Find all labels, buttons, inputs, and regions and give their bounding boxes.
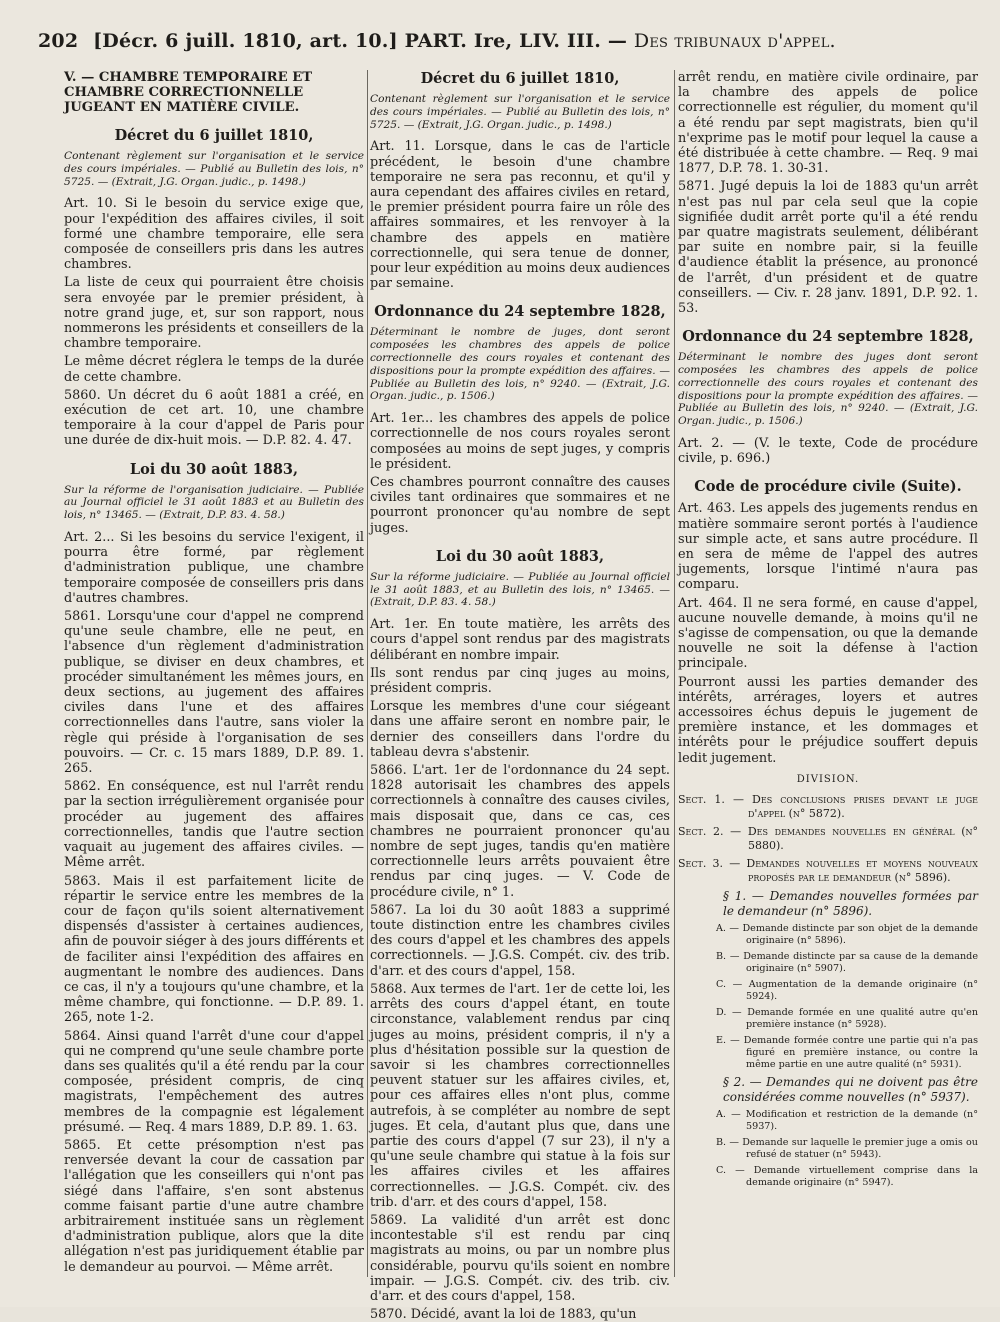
- heading: Ordonnance du 24 septembre 1828,: [374, 303, 666, 321]
- heading: Loi du 30 août 1883,: [129, 460, 299, 478]
- subtitle: Contenant règlement sur l'organisation et le service des cours impériales. — Publié au Bulletin des lois, n° 5725. — (Extrait, J.G. Organ. judic., p. 1498.): [370, 93, 670, 131]
- paragraph: Pourront aussi les parties demander des intérêts, arrérages, loyers et autres accessoires échus depuis le jugement de première instance, et les dommages et intérêts pour le préjudice souffert depuis ledit jugement.: [678, 674, 978, 766]
- paragraph: 5861. Lorsqu'une cour d'appel ne comprend qu'une seule chambre, elle ne peut, en l'absence d'un règlement d'administration publique, se diviser en deux chambres, et procéder simultanément les mêmes jours, en deux sections, au jugement des affaires civiles dans l'une et des affaires correctionnelles dans l'autre, sans violer la règle qui préside à l'organisation de ses pouvoirs. — Cr. c. 15 mars 1889, D.P. 89. 1. 265.: [64, 609, 364, 777]
- toc-entry: C. — Augmentation de la demande originaire (n° 5924).: [716, 978, 978, 1002]
- running-header: [38, 30, 968, 60]
- page-number: 202: [38, 30, 79, 52]
- toc-entry: D. — Demande formée en une qualité autre qu'en première instance (n° 5928).: [716, 1006, 978, 1030]
- paragraph: Art. 2. — (V. le texte, Code de procédure civile, p. 696.): [678, 436, 978, 467]
- heading: Ordonnance du 24 septembre 1828,: [682, 328, 974, 346]
- paragraph: 5867. La loi du 30 août 1883 a supprimé toute distinction entre les chambres civiles des cours d'appel et les chambres des appels correctionnels. — J.G.S. Compét. civ. des trib. d'arr. et des cours d'appel, 158.: [370, 902, 670, 979]
- subtitle: Déterminant le nombre des juges dont seront composées les chambres des appels de police correctionnelle des cours royales et contenant des dispositions pour la prompte expédition des affaires. — Publiée au Bulletin des lois, n° 9240. — (Extrait, J.G. Organ. judic., p. 1506.): [678, 351, 978, 428]
- toc-entry: A. — Demande distincte par son objet de la demande originaire (n° 5896).: [716, 922, 978, 946]
- paragraph: 5871. Jugé depuis la loi de 1883 qu'un arrêt n'est pas nul par cela seul que la copie signifiée dudit arrêt porte qu'il a été rendu par quatre magistrats seulement, délibérant par suite en nombre pair, si la feuille d'audience établit la présence, au prononcé de l'arrêt, d'un président et de quatre conseillers. — Civ. r. 28 janv. 1891, D.P. 92. 1. 53.: [678, 179, 978, 317]
- subtitle: Déterminant le nombre de juges, dont seront composées les chambres des appels de police correctionnelle des cours royales et contenant des dispositions pour la prompte expédition des affaires. — Publiée au Bulletin des lois, n° 9240. — (Extrait, J.G. Organ. judic., p. 1506.): [370, 326, 670, 403]
- heading: Décret du 6 juillet 1810,: [420, 70, 620, 87]
- toc-entry: Sect. 3. — Demandes nouvelles et moyens nouveaux proposés par le demandeur (n° 5896).: [678, 856, 978, 884]
- toc-entry: C. — Demande virtuellement comprise dans la demande originaire (n° 5947).: [716, 1164, 978, 1188]
- toc-entry: B. — Demande distincte par sa cause de la demande originaire (n° 5907).: [716, 950, 978, 974]
- paragraph: 5863. Mais il est parfaitement licite de répartir le service entre les membres de la cour de façon qu'ils soient alternativement dispensés d'assister à certaines audiences, afin de pouvoir siéger à des jours différents et de faciliter ainsi l'expédition des affaires en augmentant le nombre des audiences. Dans ce cas, il n'y a toujours qu'une chambre, et la même chambre, qui fonctionne. — D.P. 89. 1. 265, note 1-2.: [64, 873, 364, 1026]
- paragraph: 5870. Décidé, avant la loi de 1883, qu'un: [370, 1307, 637, 1322]
- paragraph: Art. 2... Si les besoins du service l'exigent, il pourra être formé, par règlement d'administration publique, une chambre temporaire composée de conseillers pris dans d'autres chambres.: [64, 530, 364, 606]
- column-divider: [674, 70, 675, 1277]
- toc-entry: § 2. — Demandes qui ne doivent pas être considérées comme nouvelles (n° 5937).: [723, 1074, 978, 1104]
- toc-entry: § 1. — Demandes nouvelles formées par le demandeur (n° 5896).: [723, 888, 978, 918]
- section-title: V. — CHAMBRE TEMPORAIRE ET CHAMBRE CORRECTIONNELLE JUGEANT EN MATIÈRE CIVILE.: [64, 70, 313, 115]
- header-citation: [Décr. 6 juill. 1810, art. 10.]: [93, 30, 398, 52]
- heading: Loi du 30 août 1883,: [435, 547, 605, 565]
- column-left: [64, 70, 364, 1293]
- toc-entry: B. — Demande sur laquelle le premier juge a omis ou refusé de statuer (n° 5943).: [716, 1136, 978, 1160]
- subtitle: Contenant règlement sur l'organisation et le service des cours impériales. — Publié au Bulletin des lois, n° 5725. — (Extrait, J.G. Organ. judic., p. 1498.): [64, 150, 364, 188]
- header-part: PART. Ire, LIV. III. —: [404, 30, 634, 52]
- toc-entry: Sect. 1. — Des conclusions prises devant le juge d'appel (n° 5872).: [678, 792, 978, 820]
- paragraph: Art. 1er. En toute matière, les arrêts des cours d'appel sont rendus par des magistrats délibérant en nombre impair.: [370, 617, 670, 663]
- paragraph: Art. 1er... les chambres des appels de police correctionnelle de nos cours royales seront composées au moins de sept juges, y compris le président.: [370, 411, 670, 472]
- paragraph: Art. 10. Si le besoin du service exige que, pour l'expédition des affaires civiles, il soit formé une chambre temporaire, elle sera composée de conseillers pris dans les autres chambres.: [64, 196, 364, 273]
- division-heading: DIVISION.: [796, 773, 860, 785]
- toc-entry: E. — Demande formée contre une partie qui n'a pas figuré en première instance, ou contre la même partie en une autre qualité (n° 5931).: [716, 1034, 978, 1070]
- toc-entry: A. — Modification et restriction de la demande (n° 5937).: [716, 1108, 978, 1132]
- paragraph: Art. 11. Lorsque, dans le cas de l'article précédent, le besoin d'une chambre temporaire ne sera pas reconnu, et qu'il y aura cependant des affaires civiles en retard, le premier président pourra faire un rôle des affaires sommaires, et les renvoyer à la chambre des appels en matière correctionnelle, qui sera tenue de donner, pour leur expédition au moins deux audiences par semaine.: [370, 139, 670, 292]
- header-section: Des tribunaux d'appel.: [633, 30, 836, 52]
- column-divider: [367, 70, 368, 1277]
- paragraph: 5864. Ainsi quand l'arrêt d'une cour d'appel qui ne comprend qu'une seule chambre porte dans ses qualités qu'il a été rendu par la cour composée, président compris, de cinq magistrats, l'empêchement des autres membres de la compagnie est légalement présumé. — Req. 4 mars 1889, D.P. 89. 1. 63.: [64, 1028, 364, 1135]
- paragraph: Ces chambres pourront connaître des causes civiles tant ordinaires que sommaires et ne pourront prononcer qu'au nombre de sept juges.: [370, 475, 670, 536]
- paragraph: Le même décret réglera le temps de la durée de cette chambre.: [64, 354, 364, 385]
- paragraph: 5866. L'art. 1er de l'ordonnance du 24 sept. 1828 autorisait les chambres des appels correctionnels à connaître des causes civiles, mais disposait que, dans ce cas, ces chambres ne pourraient prononcer qu'au nombre de sept juges, tandis qu'en matière correctionnelle leurs arrêts pouvaient être rendus par cinq juges. — V. Code de procédure civile, n° 1.: [370, 763, 670, 900]
- paragraph: 5865. Et cette présomption n'est pas renversée devant la cour de cassation par l'allégation que les conseillers qui n'ont pas siégé dans l'affaire, s'en sont abstenus comme faisant partie d'une autre chambre arbitrairement instituée sans un règlement d'administration publique, alors que la dite allégation n'est pas juridiquement établie par le demandeur au pourvoi. — Même arrêt.: [64, 1137, 364, 1275]
- subtitle: Sur la réforme de l'organisation judiciaire. — Publiée au Journal officiel le 31 août 1883 et au Bulletin des lois, n° 13465. — (Extrait, D.P. 83. 4. 58.): [64, 483, 364, 522]
- heading: Décret du 6 juillet 1810,: [114, 127, 314, 144]
- paragraph: 5862. En conséquence, est nul l'arrêt rendu par la section irrégulièrement organisée pour procéder au jugement des affaires correctionnelles, tandis que l'autre section vaquait au jugement des affaires civiles. — Même arrêt.: [64, 779, 364, 871]
- column-right: [678, 70, 978, 1293]
- paragraph: 5868. Aux termes de l'art. 1er de cette loi, les arrêts des cours d'appel étant, en toute circonstance, valablement rendus par cinq juges au moins, président compris, il n'y a plus d'hésitation possible sur la question de savoir si les chambres correctionnelles peuvent statuer sur les affaires civiles, et, pour ces affaires elles n'ont plus, comme autrefois, à se compléter au nombre de sept juges. Et cela, d'autant plus que, dans une partie des cours d'appel (7 sur 23), il n'y a qu'une seule chambre qui statue à la fois sur les affaires civiles et les affaires correctionnelles. — J.G.S. Compét. civ. des trib. d'arr. et des cours d'appel, 158.: [370, 981, 670, 1210]
- heading: Code de procédure civile (Suite).: [694, 478, 962, 496]
- paragraph: 5860. Un décret du 6 août 1881 a créé, en exécution de cet art. 10, une chambre temporaire à la cour d'appel de Paris pour une durée de dix-huit mois. — D.P. 82. 4. 47.: [64, 387, 364, 449]
- subtitle: Sur la réforme judiciaire. — Publiée au Journal officiel le 31 août 1883, et au Bulletin des lois, n° 13465. — (Extrait, D.P. 83. 4. 58.): [370, 570, 670, 609]
- paragraph: La liste de ceux qui pourraient être choisis sera envoyée par le premier président, à notre grand juge, et, sur son rapport, nous nommerons les présidents et conseillers de la chambre temporaire.: [64, 275, 364, 352]
- paragraph: Ils sont rendus par cinq juges au moins, président compris.: [370, 665, 670, 697]
- column-middle: [370, 70, 670, 1322]
- paragraph: 5869. La validité d'un arrêt est donc incontestable s'il est rendu par cinq magistrats au moins, ou par un nombre plus considérable, pourvu qu'ils soient en nombre impair. — J.G.S. Compét. civ. des trib. civ. d'arr. et des cours d'appel, 158.: [370, 1212, 670, 1304]
- toc-entry: Sect. 2. — Des demandes nouvelles en général (n° 5880).: [678, 824, 978, 852]
- paragraph: Art. 463. Les appels des jugements rendus en matière sommaire seront portés à l'audience sur simple acte, et sans autre procédure. Il en sera de même de l'appel des autres jugements, lorsque l'intimé n'aura pas comparu.: [678, 501, 978, 593]
- paragraph: Art. 464. Il ne sera formé, en cause d'appel, aucune nouvelle demande, à moins qu'il ne s'agisse de compensation, ou que la demande nouvelle ne soit la défense à l'action principale.: [678, 595, 978, 672]
- paragraph: Lorsque les membres d'une cour siégeant dans une affaire seront en nombre pair, le dernier des conseillers dans l'ordre du tableau devra s'abstenir.: [370, 699, 670, 760]
- paragraph: arrêt rendu, en matière civile ordinaire, par la chambre des appels de police correctionnelle est régulier, du moment qu'il a été rendu par sept magistrats, bien qu'il n'exprime pas le motif pour lequel la cause a été distribuée à cette chambre. — Req. 9 mai 1877, D.P. 78. 1. 30-31.: [678, 70, 978, 177]
